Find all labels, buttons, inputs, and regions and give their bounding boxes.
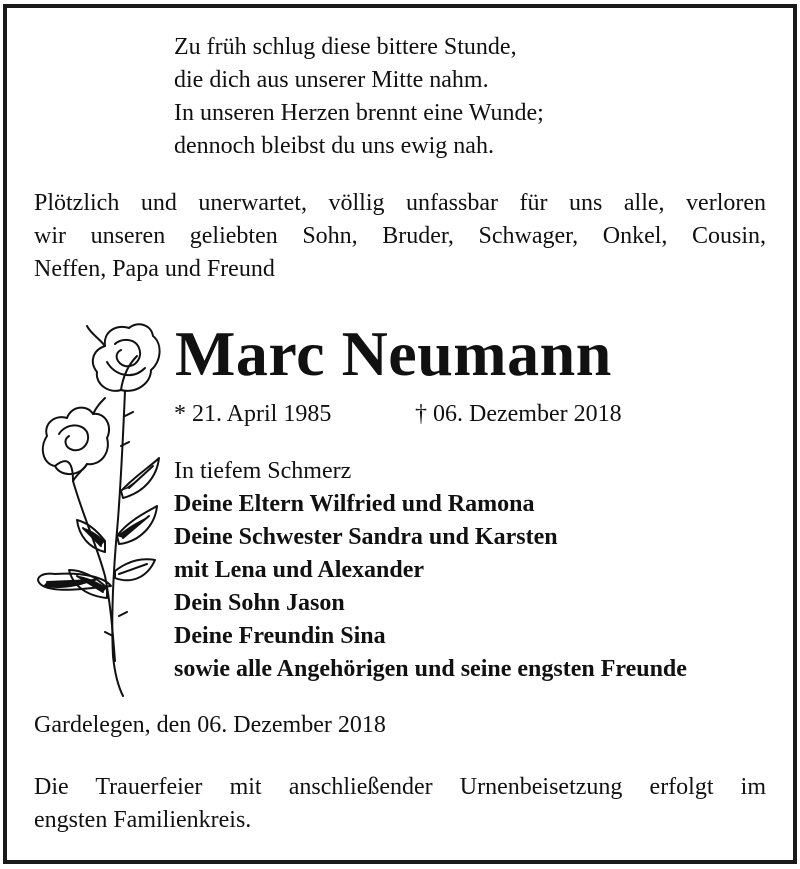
mourners-heading: In tiefem Schmerz	[174, 458, 352, 484]
place-and-date: Gardelegen, den 06. Dezember 2018	[34, 712, 386, 738]
life-dates	[174, 399, 622, 429]
poem-line: In unseren Herzen brennt eine Wunde;	[174, 100, 544, 126]
announcement-text	[34, 187, 766, 286]
mourner-line: Deine Eltern Wilfried und Ramona	[174, 491, 535, 517]
deceased-name: Marc Neumann	[175, 318, 612, 389]
obituary-notice	[3, 4, 797, 864]
memorial-poem	[174, 31, 544, 163]
mourner-line: sowie alle Angehörigen und seine engsten Freunde	[174, 656, 687, 682]
poem-line: Zu früh schlug diese bittere Stunde,	[174, 34, 517, 60]
death-date: † 06. Dezember 2018	[415, 401, 622, 427]
announcement-line: Plötzlich und unerwartet, völlig unfassbar für uns alle, verloren	[34, 190, 766, 216]
mourner-line: Deine Schwester Sandra und Karsten	[174, 524, 558, 550]
mourner-line: Deine Freundin Sina	[174, 623, 386, 649]
ceremony-note	[34, 771, 766, 837]
announcement-line: wir unseren geliebten Sohn, Bruder, Schwager, Onkel, Cousin,	[34, 223, 766, 249]
announcement-line: Neffen, Papa und Freund	[34, 256, 275, 282]
birth-date: * 21. April 1985	[174, 401, 332, 427]
mourner-line: Dein Sohn Jason	[174, 590, 345, 616]
poem-line: die dich aus unserer Mitte nahm.	[174, 67, 489, 93]
poem-line: dennoch bleibst du uns ewig nah.	[174, 133, 494, 159]
rose-illustration-icon	[25, 316, 165, 701]
ceremony-line: engsten Familienkreis.	[34, 807, 252, 833]
ceremony-line: Die Trauerfeier mit anschließender Urnenbeisetzung erfolgt im	[34, 774, 766, 800]
mourner-line: mit Lena und Alexander	[174, 557, 425, 583]
mourners-list	[174, 455, 687, 686]
